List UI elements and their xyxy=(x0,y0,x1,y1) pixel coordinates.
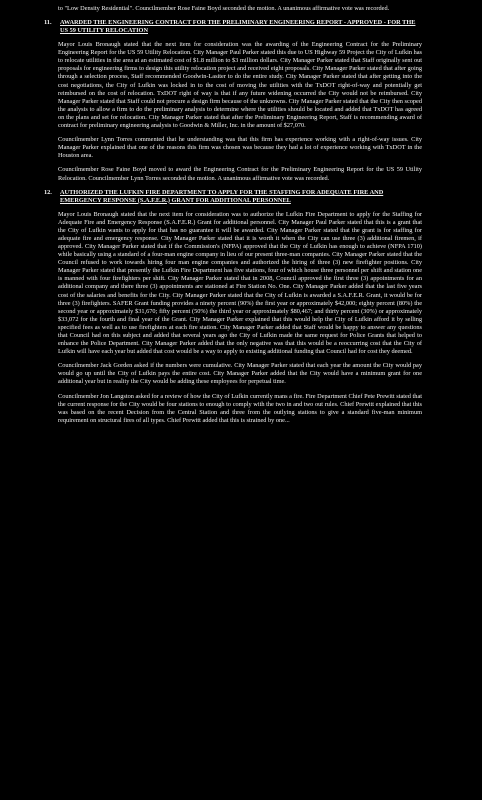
agenda-item-11 xyxy=(44,19,422,35)
item-number: 12. xyxy=(44,188,52,196)
paragraph: Councilmember Jack Gorden asked if the numbers were cumulative. City Manager Parker stated that each year the amount the City would pay would go up until the City of Lufkin pays the entire cost. City Manager Parker added that the City would have a minimum grant for one additional year but in reality the City would be adding these employees for perpetual time. xyxy=(58,362,422,386)
intro-paragraph: to "Low Density Residential". Councilmember Rose Faine Boyd seconded the motion. A unanimous affirmative vote was recorded. xyxy=(58,5,390,12)
agenda-item-12-body xyxy=(58,211,422,425)
agenda-item-11-body xyxy=(58,41,422,183)
paragraph: Mayor Louis Bronaugh stated that the next item for consideration was the awarding of the Engineering Contract for the Preliminary Engineering Report for the US 59 Utility Relocation. City Manager Paul Parker stated this due to US Highway 59 Project the City of Lufkin has to relocate utilities in the area at an estimated cost of $1.8 million to $3 million dollars. City Manager Parker stated that Staff originally sent out proposals for engineering firms to design this utility relocation project and received eight proposals. City Manager Parker stated that after going through a selection process, Staff recommended Goodwin-Lasiter to do the entire study. City Manager Parker stated that after getting into the cost negotiations, the City of Lufkin was locked in to the cost of moving the utilities with the TxDOT right-of-way and potentially get reimbursed on the cost of relocation. TxDOT right of way is that if any future widening occurred the City would not be reimbursed. City Manager Parker stated that Staff could not procure a design firm because of the unknowns. City Manager Parker stated that the City then scoped the analysis to allow a firm to do the preliminary analysis to determine where the utilities should be located and added that TxDOT has agreed on the plans and set for relocation. City Manager Parker stated that after the Preliminary Engineering Report, Staff is recommending award of contract for preliminary engineering analysis to Goodwin & Miller, Inc. in the amount of $27,070. xyxy=(58,41,422,130)
paragraph: Councilmember Lynn Torres commented that he understanding was that this firm has experience working with a right-of-way issues. City Manager Parker explained that one of the reasons this firm was chosen was because they had a lot of experience working with TxDOT in the Houston area. xyxy=(58,136,422,160)
paragraph: Councilmember Rose Faine Boyd moved to award the Engineering Contract for the Preliminary Engineering Report for the US 59 Utility Relocation. Councilmember Lynn Torres seconded the motion. A unanimous affirmative vote was recorded. xyxy=(58,166,422,182)
item-heading: AUTHORIZED THE LUFKIN FIRE DEPARTMENT TO APPLY FOR THE STAFFING FOR ADEQUATE FIRE AND EMERGENCY RESPONSE (S.A.F.E.R.) GRANT FOR ADDITIONAL PERSONNEL xyxy=(60,188,384,204)
paragraph: Councilmember Jon Langston asked for a review of how the City of Lufkin currently mans a fire. Fire Department Chief Pete Prewitt stated that the current response for the City would be four stations to enough to comply with the two in and two out rules. Chief Prewitt explained that this was based on the recent Decision from the Central Station and three from the outlying stations to give a standard five-man minimum requirement on structural fires of all types. Chief Prewitt added that this is strained by one... xyxy=(58,392,422,424)
paragraph: Mayor Louis Bronaugh stated that the next item for consideration was to authorize the Lufkin Fire Department to apply for the Staffing for Adequate Fire and Emergency Response (S.A.F.E.R.) Grant for additional personnel. City Manager Paul Parker stated that this is a grant that the City of Lufkin wants to apply for that has no guarantee it will be awarded. City Manager Parker stated that the grant is for staffing for adequate fire and emergency response. City Manager Parker stated that it is worth it when the City can use three (3) additional firemen, if approved. City Manager Parker stated that if the Commission's (NFPA) approved that the City of Lufkin has enough to achieve (NFPA 1710) while basically using a standard of a four-man engine company in lieu of our present three-man companies. City Manager Parker stated that the Council refused to work towards hiring four man engine companies and authorized the hiring of three (3) new firefighter positions. City Manager Parker stated that presently the Lufkin Fire Department has five stations, four of which house three personnel per shift and station one is manned with four firefighters per shift. City Manager Parker stated that in 2008, Council approved the first three (3) appointments for an additional company and there three (3) appointments are stationed at Fire Station No. One. City Manager Parker added that the last five years cost of the salaries and benefits for the City. City Manager Parker stated that the City of Lufkin is awarded a S.A.F.E.R. Grant, it would be for three (3) firefighters. SAFER Grant funding provides a ninety percent (90%) the first year or approximately $42,000; eighty percent (80%) the second year or approximately $31,670; fifty percent (50%) the third year or approximately $80,467; and thirty percent (30%) or approximately $33,072 for the fourth and final year of the Grant. City Manager Parker explained that this would help the City of Lufkin afford it by selling specified fees as well as to use firefighters at each fire station. City Manager Parker added that Staff would be happy to answer any questions that Council had on this subject and added that several years ago the City of Lufkin made the same request for Police Grants that helped to enhance the Police Department. City Manager Parker added that the only negative was that this would be a reoccurring cost that the City of Lufkin will have each year but added that cost would be a way to apply to existing additional funding that Council had for cost they deemed. xyxy=(58,210,422,356)
item-number: 11. xyxy=(44,19,52,27)
agenda-item-12 xyxy=(44,188,422,205)
item-heading: AWARDED THE ENGINEERING CONTRACT FOR THE PRELIMINARY ENGINEERING REPORT - APPROVED - FOR THE US 59 UTILITY RELOCATION xyxy=(60,19,416,35)
